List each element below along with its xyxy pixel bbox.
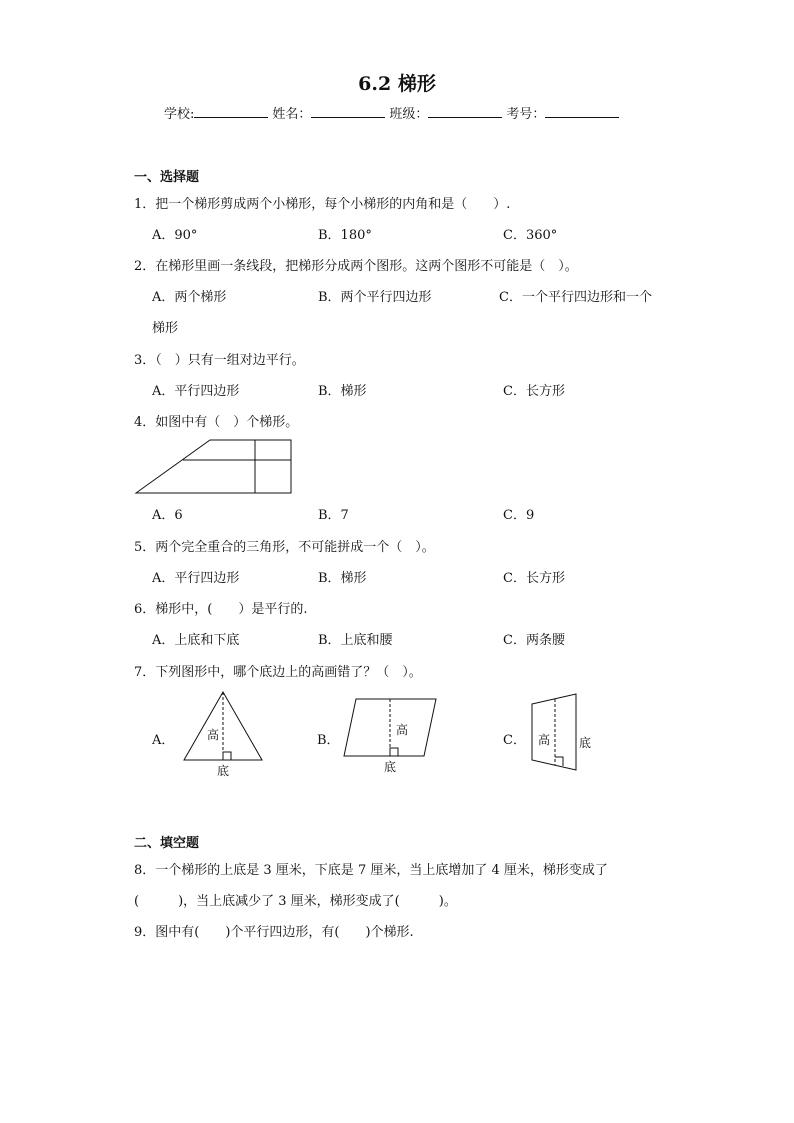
q6-option-b: B．上底和腰 (318, 633, 393, 648)
q7b-base-label: 底 (384, 760, 397, 774)
name-label: 姓名： (272, 107, 312, 122)
q7a-height-label: 高 (207, 728, 220, 742)
q2-option-b: B．两个平行四边形 (318, 290, 432, 305)
q7c-height-label: 高 (538, 733, 551, 747)
q7-trapezoid-figure (526, 690, 598, 774)
q3-option-b: B．梯形 (318, 384, 367, 399)
q4-option-a: A．6 (152, 508, 183, 523)
q7a-right-angle-mark (223, 752, 231, 760)
question-2: 2．在梯形里画一条线段，把梯形分成两个图形。这两个图形不可能是（ ）。 (134, 259, 578, 274)
school-label: 学校: (164, 107, 195, 122)
exam-no-blank (545, 105, 619, 118)
q5-option-b: B．梯形 (318, 571, 367, 586)
q2-option-a: A．两个梯形 (152, 290, 227, 305)
q7c-right-angle-mark (555, 757, 563, 766)
q4-trapezoid-figure (130, 435, 300, 499)
q6-option-c: C．两条腰 (503, 633, 565, 648)
section-heading-choice: 一、选择题 (134, 170, 200, 185)
q3-option-c: C．长方形 (503, 384, 565, 399)
q1-option-a: A．90° (152, 228, 198, 243)
q7c-trapezoid (532, 694, 576, 770)
q5-option-a: A．平行四边形 (152, 571, 240, 586)
q6-option-a: A．上底和下底 (152, 633, 240, 648)
question-5: 5．两个完全重合的三角形，不可能拼成一个（ ）。 (134, 540, 435, 555)
q7-parallelogram-figure (340, 694, 442, 778)
question-3: 3．（ ）只有一组对边平行。 (134, 353, 305, 368)
q4-outer-trapezoid (136, 440, 291, 493)
q1-option-c: C．360° (503, 228, 558, 243)
name-blank (311, 105, 385, 118)
q4-option-b: B．7 (318, 508, 349, 523)
question-4: 4．如图中有（ ）个梯形。 (134, 415, 299, 430)
question-1: 1．把一个梯形剪成两个小梯形，每个小梯形的内角和是（ ）. (134, 197, 511, 212)
q7-option-a-label: A． (152, 733, 175, 748)
q2-option-c-continued: 梯形 (152, 321, 179, 336)
question-8-line-1: 8．一个梯形的上底是 3 厘米，下底是 7 厘米，当上底增加了 4 厘米，梯形变成了 (134, 863, 608, 878)
q4-option-c: C．9 (503, 508, 535, 523)
q7b-right-angle-mark (390, 748, 398, 756)
exam-no-label: 考号： (506, 107, 546, 122)
class-label: 班级： (389, 107, 429, 122)
q7b-height-label: 高 (396, 723, 409, 737)
class-blank (428, 105, 502, 118)
q7-option-b-label: B． (317, 733, 340, 748)
q7-option-c-label: C． (503, 733, 526, 748)
question-6: 6．梯形中，( ）是平行的. (134, 602, 308, 617)
question-7: 7．下列图形中，哪个底边上的高画错了？（ ）。 (134, 665, 422, 680)
q3-option-a: A．平行四边形 (152, 384, 240, 399)
q5-option-c: C．长方形 (503, 571, 565, 586)
q1-option-b: B．180° (318, 228, 372, 243)
question-9: 9．图中有( )个平行四边形，有( )个梯形. (134, 925, 414, 940)
student-info-line (164, 103, 623, 122)
q7b-parallelogram (344, 699, 436, 756)
q2-option-c: C．一个平行四边形和一个 (499, 290, 652, 305)
q7-triangle-figure (178, 688, 268, 780)
section-heading-fill-blank: 二、填空题 (134, 836, 200, 851)
school-blank (194, 105, 268, 118)
q7a-base-label: 底 (217, 764, 230, 778)
q7c-base-label: 底 (579, 736, 592, 750)
question-8-line-2: ( )，当上底减少了 3 厘米，梯形变成了( )。 (134, 894, 457, 909)
page-title: 6.2 梯形 (358, 73, 436, 95)
